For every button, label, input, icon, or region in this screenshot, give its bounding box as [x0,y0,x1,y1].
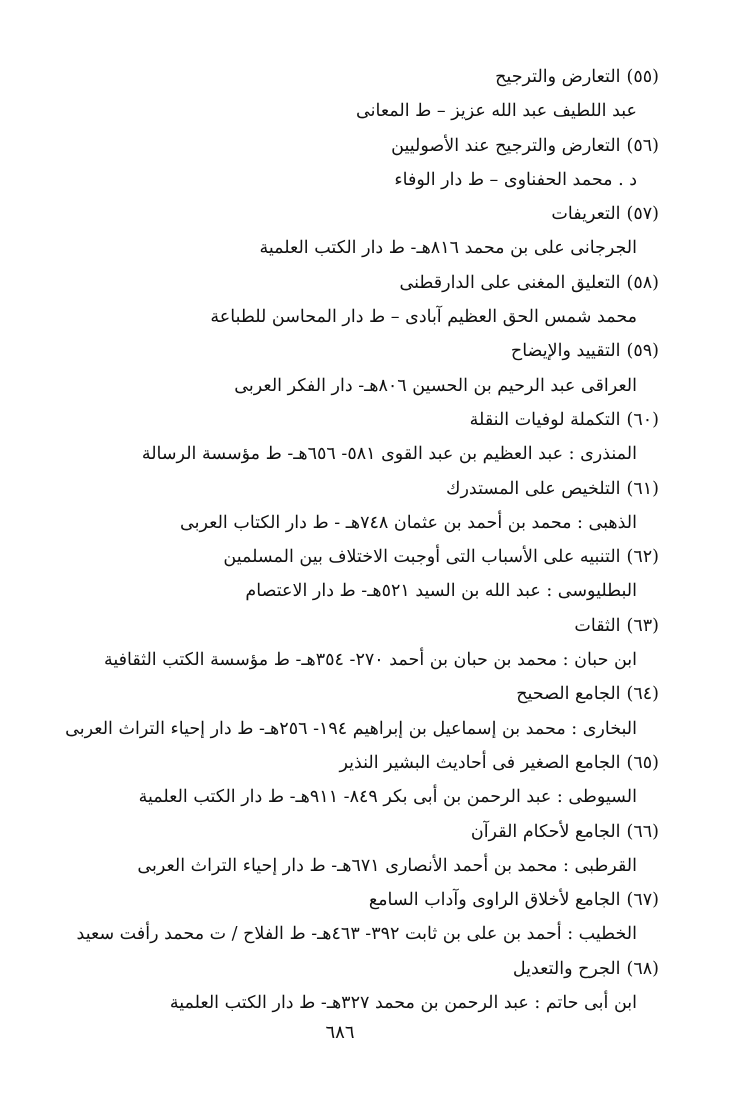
entry-number: (٦٥) [626,752,659,773]
bibliography-list [19,60,659,1020]
entry-title-line [19,883,659,917]
entry-number: (٦٤) [626,684,659,705]
entry-title: الجامع لأحكام القرآن [470,821,621,842]
entry-author: القرطبى : محمد بن أحمد الأنصارى ٦٧١هـ- ط دار إحياء التراث العربى [137,855,637,876]
entry-number: (٥٨) [626,272,659,293]
entry-title-line [19,197,659,231]
bibliography-entry [19,952,659,1021]
entry-author: الذهبى : محمد بن أحمد بن عثمان ٧٤٨هـ - ط دار الكتاب العربى [180,512,637,533]
entry-author: المنذرى : عبد العظيم بن عبد القوى ٥٨١- ٦٥٦هـ- ط مؤسسة الرسالة [141,444,637,465]
entry-title: الجامع الصغير فى أحاديث البشير النذير [339,752,621,773]
bibliography-entry [19,60,659,129]
entry-title-line [19,334,659,368]
entry-title: التنبيه على الأسباب التى أوجبت الاختلاف بين المسلمين [223,547,621,568]
entry-title-line [19,540,659,574]
entry-author: د . محمد الحفناوى – ط دار الوفاء [394,169,637,190]
entry-title-line [19,129,659,163]
entry-title: التكملة لوفيات النقلة [469,409,621,430]
entry-title-line [19,815,659,849]
entry-title: التعارض والترجيح [495,67,621,87]
bibliography-entry [19,403,659,472]
entry-title-line [19,677,659,711]
bibliography-entry [19,472,659,541]
bibliography-entry [19,540,659,609]
entry-title: الجرح والتعديل [512,958,621,979]
entry-title-line [19,266,659,300]
entry-title-line [19,403,659,437]
entry-title: التلخيص على المستدرك [446,478,621,499]
bibliography-entry [19,334,659,403]
bibliography-entry [19,129,659,198]
bibliography-entry [19,883,659,952]
bibliography-entry [19,197,659,266]
entry-title: الثقات [574,615,621,636]
entry-title-line [19,952,659,986]
entry-author: البخارى : محمد بن إسماعيل بن إبراهيم ١٩٤- ٢٥٦هـ- ط دار إحياء التراث العربى [65,718,637,739]
entry-number: (٦٨) [626,958,659,979]
entry-title: الجامع لأخلاق الراوى وآداب السامع [368,890,621,911]
bibliography-entry [19,266,659,335]
entry-title: التعليق المغنى على الدارقطنى [399,272,621,293]
entry-number: (٥٦) [626,135,659,156]
entry-author: البطليوسى : عبد الله بن السيد ٥٢١هـ- ط دار الاعتصام [245,581,637,602]
entry-author: عبد اللطيف عبد الله عزيز – ط المعانى [356,101,637,122]
entry-title-line [19,746,659,780]
bibliography-entry [19,746,659,815]
entry-number: (٦١) [626,478,659,499]
entry-number: (٦٢) [626,547,659,568]
entry-number: (٦٦) [626,821,659,842]
entry-title: التقييد والإيضاح [510,341,621,362]
entry-number: (٥٥) [626,67,659,87]
entry-number: (٦٠) [626,409,659,430]
entry-author: محمد شمس الحق العظيم آبادى – ط دار المحاسن للطباعة [210,307,637,328]
entry-author: العراقى عبد الرحيم بن الحسين ٨٠٦هـ- دار الفكر العربى [234,375,637,396]
entry-title: الجامع الصحيح [516,684,621,705]
entry-number: (٦٧) [626,890,659,911]
entry-title: التعريفات [551,204,621,225]
entry-number: (٥٩) [626,341,659,362]
entry-author: ابن أبى حاتم : عبد الرحمن بن محمد ٣٢٧هـ- ط دار الكتب العلمية [169,993,637,1014]
entry-number: (٥٧) [626,204,659,225]
entry-title-line [19,472,659,506]
entry-author: الجرجانى على بن محمد ٨١٦هـ- ط دار الكتب العلمية [259,238,637,259]
page-number: ٦٨٦ [325,1022,355,1043]
bibliography-entry [19,609,659,678]
entry-number: (٦٣) [626,615,659,636]
entry-author: الخطيب : أحمد بن على بن ثابت ٣٩٢- ٤٦٣هـ- ط الفلاح / ت محمد رأفت سعيد [76,924,637,945]
entry-title-line [19,60,659,94]
entry-title-line [19,609,659,643]
entry-author: السيوطى : عبد الرحمن بن أبى بكر ٨٤٩- ٩١١هـ- ط دار الكتب العلمية [138,787,637,808]
bibliography-entry [19,677,659,746]
bibliography-entry [19,815,659,884]
entry-title: التعارض والترجيح عند الأصوليين [391,135,621,156]
entry-author: ابن حبان : محمد بن حبان بن أحمد ٢٧٠- ٣٥٤هـ- ط مؤسسة الكتب الثقافية [103,650,637,671]
